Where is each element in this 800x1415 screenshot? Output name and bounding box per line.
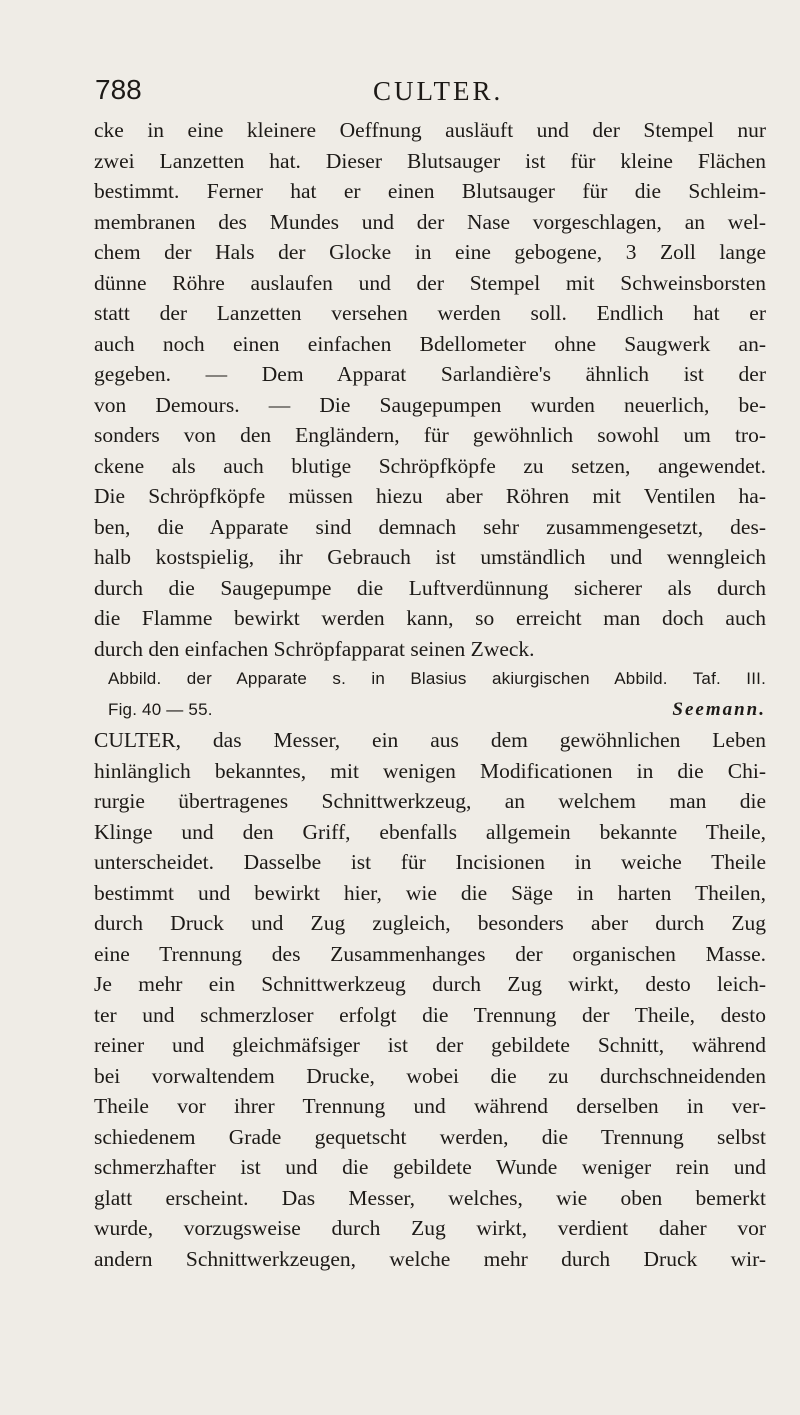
text-line: von Demours. — Die Saugepumpen wurden neuerlich, be- — [94, 392, 766, 417]
page-number: 788 — [95, 74, 142, 105]
text-line: halb kostspielig, ihr Gebrauch ist umständlich und wenngleich — [94, 545, 766, 569]
text-line: glatt erscheint. Das Messer, welches, wie oben bemerkt — [94, 1185, 766, 1210]
text-line: dünne Röhre auslaufen und der Stempel mit Schweinsborsten — [94, 270, 766, 295]
text-line: chem der Hals der Glocke in eine gebogene, 3 Zoll lange — [94, 240, 766, 264]
text-line: statt der Lanzetten versehen werden soll. Endlich hat er — [94, 301, 766, 325]
text-line: wurde, vorzugsweise durch Zug wirkt, verdient daher vor — [94, 1216, 766, 1240]
running-head: CULTER. — [373, 76, 504, 106]
text-line: hinlänglich bekanntes, mit wenigen Modificationen in die Chi- — [94, 758, 766, 783]
text-line: sonders von den Engländern, für gewöhnlich sowohl um tro- — [94, 423, 766, 447]
page-header — [95, 74, 755, 108]
text-line: Klinge und den Griff, ebenfalls allgemein bekannte Theile, — [94, 819, 766, 844]
text-line: rurgie übertragenes Schnittwerkzeug, an welchem man die — [94, 789, 766, 813]
text-line: bestimmt und bewirkt hier, wie die Säge in harten Theilen, — [94, 880, 766, 905]
text-line: Je mehr ein Schnittwerkzeug durch Zug wirkt, desto leich- — [94, 972, 766, 996]
text-line: cke in eine kleinere Oeffnung ausläuft und der Stempel nur — [94, 118, 766, 142]
text-line: unterscheidet. Dasselbe ist für Incisionen in weiche Theile — [94, 850, 766, 874]
text-line: bei vorwaltendem Drucke, wobei die zu durchschneidenden — [94, 1063, 766, 1088]
text-line: durch den einfachen Schröpfapparat seinen Zweck. — [94, 636, 535, 661]
figure-range: Fig. 40 — 55. — [108, 699, 213, 719]
text-line: auch noch einen einfachen Bdellometer ohne Saugwerk an- — [94, 331, 766, 356]
text-line: eine Trennung des Zusammenhanges der organischen Masse. — [94, 941, 766, 966]
article-headline-line: CULTER, das Messer, ein aus dem gewöhnlichen Leben — [94, 728, 766, 752]
text-line: ter und schmerzloser erfolgt die Trennung der Theile, desto — [94, 1002, 766, 1027]
illustration-figure-line — [94, 695, 766, 726]
text-line: Die Schröpfköpfe müssen hiezu aber Röhren mit Ventilen ha- — [94, 484, 766, 508]
text-line: schmerzhafter ist und die gebildete Wunde weniger rein und — [94, 1155, 766, 1179]
text-line: gegeben. — Dem Apparat Sarlandière's ähnlich ist der — [94, 362, 766, 386]
text-line: reiner und gleichmäfsiger ist der gebildete Schnitt, während — [94, 1033, 766, 1057]
text-line: andern Schnittwerkzeugen, welche mehr durch Druck wir- — [94, 1246, 766, 1271]
page-body — [94, 115, 766, 1274]
text-line: durch die Saugepumpe die Luftverdünnung sicherer als durch — [94, 575, 766, 600]
text-line: schiedenem Grade gequetscht werden, die Trennung selbst — [94, 1124, 766, 1149]
text-line: durch Druck und Zug zugleich, besonders aber durch Zug — [94, 911, 766, 935]
text-line: bestimmt. Ferner hat er einen Blutsauger für die Schleim- — [94, 179, 766, 203]
text-line: ckene als auch blutige Schröpfköpfe zu setzen, angewendet. — [94, 453, 766, 478]
illustration-reference: Abbild. der Apparate s. in Blasius akiurgischen Abbild. Taf. III. — [108, 669, 766, 688]
text-line: membranen des Mundes und der Nase vorgeschlagen, an wel- — [94, 209, 766, 234]
text-line: zwei Lanzetten hat. Dieser Blutsauger ist für kleine Flächen — [94, 148, 766, 173]
text-line: die Flamme bewirkt werden kann, so erreicht man doch auch — [94, 606, 766, 630]
text-line: Theile vor ihrer Trennung und während derselben in ver- — [94, 1094, 766, 1118]
author-signature: Seemann. — [672, 698, 766, 720]
text-line: ben, die Apparate sind demnach sehr zusammengesetzt, des- — [94, 514, 766, 539]
